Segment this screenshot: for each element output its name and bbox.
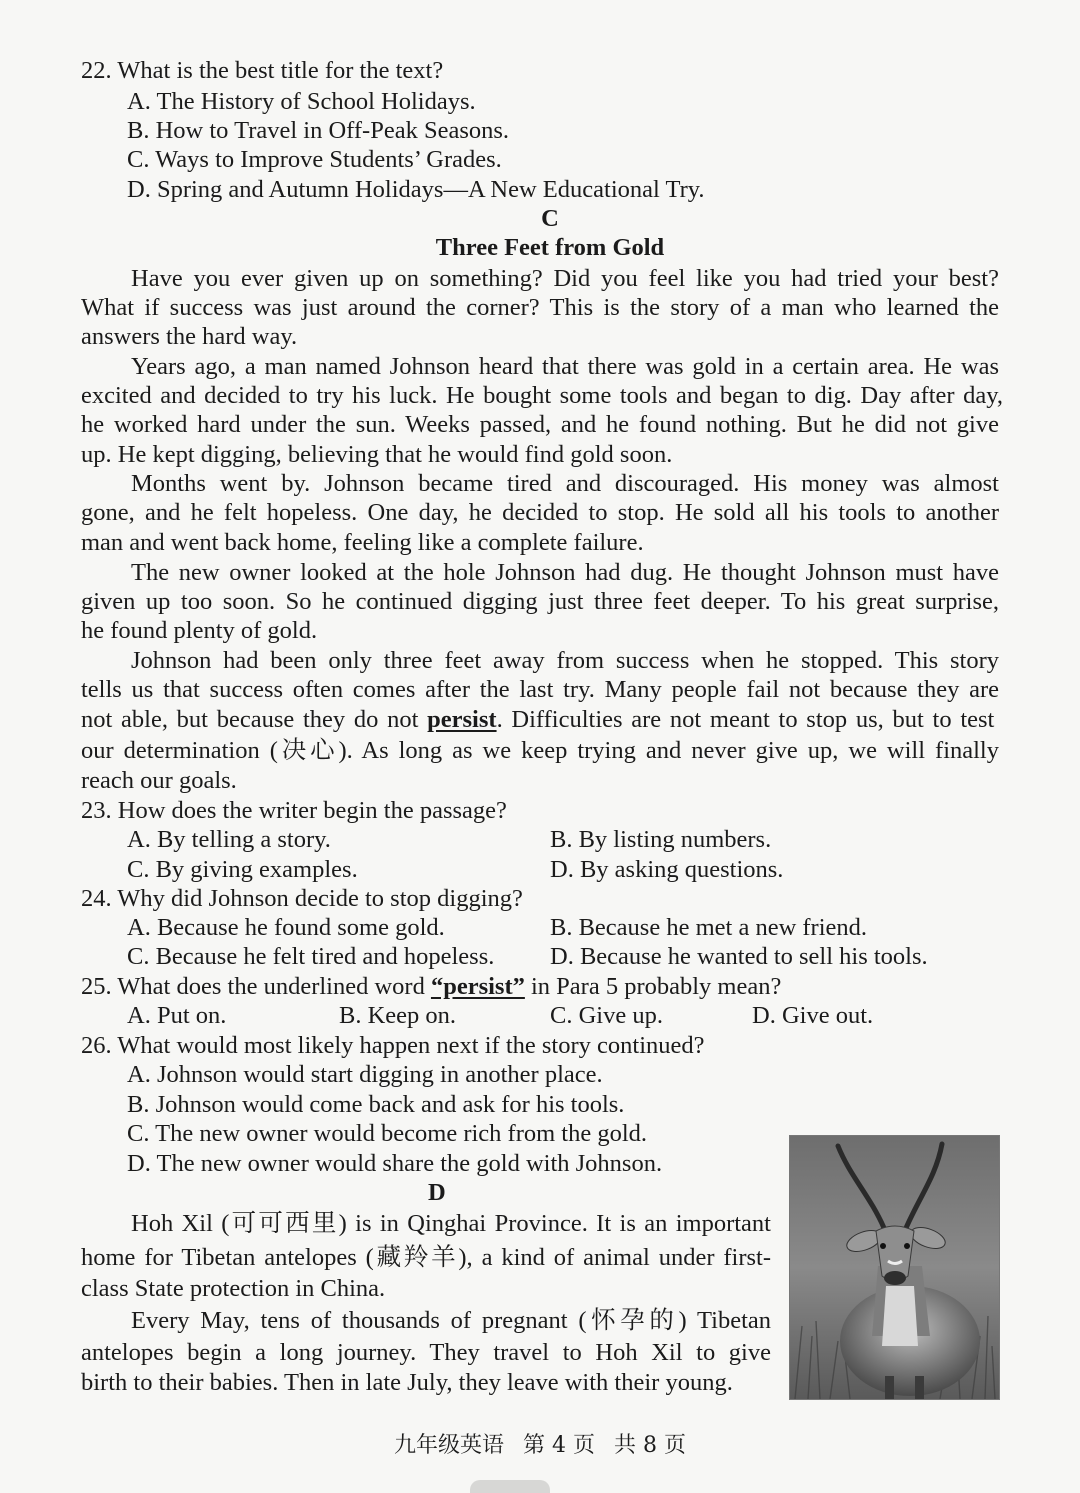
q25-option-a: A. Put on.: [127, 1002, 227, 1029]
q22-option-c: C. Ways to Improve Students’ Grades.: [127, 146, 502, 173]
page-footer: [0, 1428, 1080, 1459]
q24-option-c: C. Because he felt tired and hopeless.: [127, 943, 495, 970]
passage-c-line: Months went by. Johnson became tired and discouraged. His money was almost: [131, 470, 999, 497]
question-26-stem: 26. What would most likely happen next if the story continued?: [81, 1032, 705, 1059]
page-edge-shadow: [470, 1480, 550, 1493]
passage-c-line: gone, and he felt hopeless. One day, he decided to stop. He sold all his tools to another: [81, 499, 999, 526]
q23-option-a: A. By telling a story.: [127, 826, 331, 853]
question-24-stem: 24. Why did Johnson decide to stop digging?: [81, 885, 523, 912]
footer-subject: 九年级英语: [394, 1433, 505, 1458]
q25-option-d: D. Give out.: [752, 1002, 874, 1029]
passage-c-line: he worked hard under the sun. Weeks passed, and he found nothing. But he did not give: [81, 411, 999, 438]
passage-c-line: given up too soon. So he continued digging just three feet deeper. To his great surprise,: [81, 588, 999, 615]
passage-c-line: he found plenty of gold.: [81, 617, 318, 644]
q26-option-c: C. The new owner would become rich from the gold.: [127, 1120, 648, 1147]
passage-c-line: Have you ever given up on something? Did you feel like you had tried your best?: [131, 265, 999, 292]
q23-option-b: B. By listing numbers.: [550, 826, 772, 853]
passage-d-line: home for Tibetan antelopes (藏羚羊), a kind of animal under first-: [81, 1244, 771, 1271]
q23-option-d: D. By asking questions.: [550, 856, 784, 883]
q24-option-b: B. Because he met a new friend.: [550, 914, 868, 941]
q23-option-c: C. By giving examples.: [127, 856, 358, 883]
passage-c-line: excited and decided to try his luck. He bought some tools and began to dig. Day after day,: [81, 382, 1003, 409]
passage-d-line: Hoh Xil (可可西里) is in Qinghai Province. It is an important: [131, 1210, 771, 1237]
passage-c-line: answers the hard way.: [81, 323, 298, 350]
q22-option-a: A. The History of School Holidays.: [127, 88, 476, 115]
passage-c-persist-line: not able, but because they do not persist. Difficulties are not meant to stop us, but to test: [81, 706, 995, 733]
passage-c-line: our determination (决心). As long as we keep trying and never give up, we will finally: [81, 737, 999, 764]
footer-page-number: 第 4 页: [523, 1433, 595, 1458]
q22-option-d: D. Spring and Autumn Holidays—A New Educational Try.: [127, 176, 705, 203]
section-d-letter: D: [428, 1179, 446, 1206]
passage-c-line: reach our goals.: [81, 767, 237, 794]
passage-d-line: birth to their babies. Then in late July, they leave with their young.: [81, 1369, 733, 1396]
underlined-word-persist: persist: [427, 706, 497, 733]
question-22-stem: 22. What is the best title for the text?: [81, 57, 444, 84]
passage-c-line: The new owner looked at the hole Johnson had dug. He thought Johnson must have: [131, 559, 999, 586]
passage-c-line: man and went back home, feeling like a complete failure.: [81, 529, 644, 556]
footer-total-pages: 共 8 页: [614, 1433, 686, 1458]
passage-c-line: Years ago, a man named Johnson heard that there was gold in a certain area. He was: [131, 353, 999, 380]
section-c-letter: C: [541, 205, 559, 232]
q22-option-b: B. How to Travel in Off-Peak Seasons.: [127, 117, 510, 144]
question-25-stem: 25. What does the underlined word “persist” in Para 5 probably mean?: [81, 973, 782, 1000]
q26-option-d: D. The new owner would share the gold with Johnson.: [127, 1150, 663, 1177]
q26-option-b: B. Johnson would come back and ask for his tools.: [127, 1091, 625, 1118]
underlined-word-persist-quoted: “persist”: [430, 973, 525, 1000]
question-23-stem: 23. How does the writer begin the passage?: [81, 797, 507, 824]
q25-option-c: C. Give up.: [550, 1002, 663, 1029]
passage-d-line: class State protection in China.: [81, 1275, 386, 1302]
q24-option-a: A. Because he found some gold.: [127, 914, 445, 941]
section-c-title: Three Feet from Gold: [435, 234, 665, 261]
passage-d-line: Every May, tens of thousands of pregnant (怀孕的) Tibetan: [131, 1307, 771, 1334]
passage-c-line: Johnson had been only three feet away from success when he stopped. This story: [131, 647, 999, 674]
passage-c-line: tells us that success often comes after the last try. Many people fail not because they are: [81, 676, 999, 703]
q24-option-d: D. Because he wanted to sell his tools.: [550, 943, 928, 970]
passage-c-line: What if success was just around the corner? This is the story of a man who learned the: [81, 294, 999, 321]
passage-c-line: up. He kept digging, believing that he would find gold soon.: [81, 441, 673, 468]
q25-option-b: B. Keep on.: [339, 1002, 457, 1029]
antelope-photo: [789, 1135, 1000, 1400]
passage-d-line: antelopes begin a long journey. They travel to Hoh Xil to give: [81, 1339, 771, 1366]
q26-option-a: A. Johnson would start digging in another place.: [127, 1061, 603, 1088]
